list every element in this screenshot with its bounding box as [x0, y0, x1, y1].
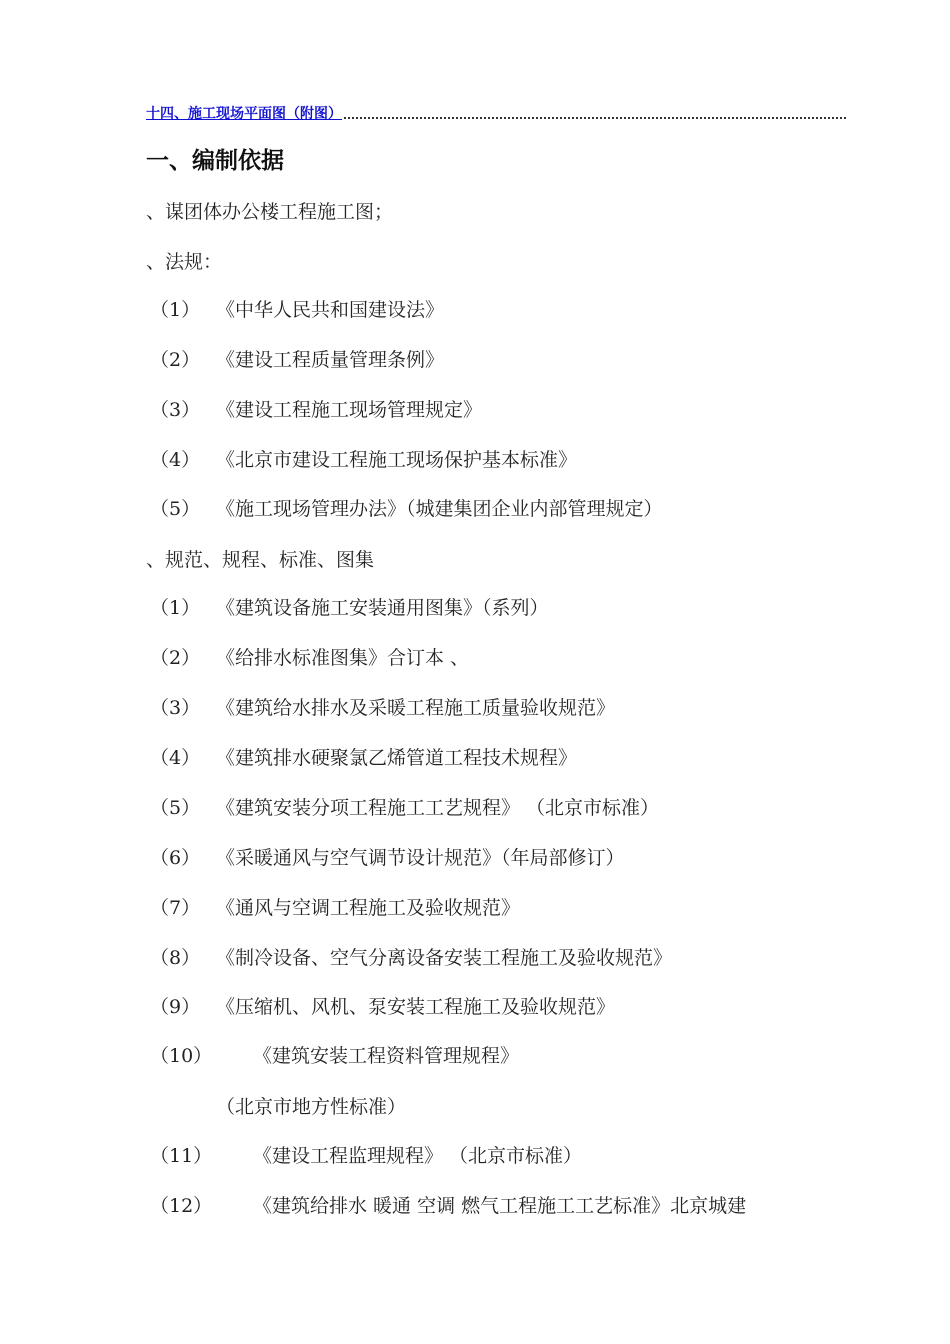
standard-item-number: （10） [150, 1045, 213, 1067]
standard-item-text: 《建设工程监理规程》 （北京市标准） [253, 1145, 583, 1167]
standard-item [150, 646, 469, 670]
basis-item-standards: 、规范、规程、标准、图集 [146, 549, 375, 571]
standard-item-text: 《压缩机、风机、泵安装工程施工及验收规范》 [216, 996, 616, 1018]
law-item-number: （1） [150, 299, 201, 321]
standard-item-text: 《建筑给排水 暖通 空调 燃气工程施工工艺标准》北京城建 [253, 1195, 747, 1217]
standard-item [150, 746, 577, 770]
standard-item-number: （12） [150, 1195, 213, 1217]
standard-item-text: 《给排水标准图集》合订本 、 [216, 647, 470, 669]
standard-item-text: 《制冷设备、空气分离设备安装工程施工及验收规范》 [216, 947, 673, 969]
law-item [150, 448, 577, 472]
law-item-text: 《中华人民共和国建设法》 [216, 299, 445, 321]
standard-item [150, 995, 615, 1019]
law-item [150, 348, 444, 372]
standard-item [150, 696, 615, 720]
law-item-number: （5） [150, 498, 201, 520]
basis-item-drawings: 、谋团体办公楼工程施工图； [146, 201, 394, 223]
standard-item-text: 《建筑给水排水及采暖工程施工质量验收规范》 [216, 697, 616, 719]
standard-item-text: 《建筑安装工程资料管理规程》 [253, 1045, 520, 1067]
standard-item-text: 《通风与空调工程施工及验收规范》 [216, 897, 521, 919]
standard-item [150, 596, 549, 620]
standard-item-number: （1） [150, 597, 201, 619]
standard-item-number: （9） [150, 996, 201, 1018]
law-item-text: 《建设工程质量管理条例》 [216, 349, 445, 371]
standard-item-number: （5） [150, 797, 201, 819]
standard-item-text: 《采暖通风与空气调节设计规范》（年局部修订） [216, 847, 625, 869]
law-item-text: 《北京市建设工程施工现场保护基本标准》 [216, 449, 578, 471]
standard-item-number: （7） [150, 897, 201, 919]
law-item [150, 497, 663, 521]
standard-item-number: （3） [150, 697, 201, 719]
standard-item [150, 1144, 582, 1168]
standard-item [150, 896, 520, 920]
standard-item [150, 846, 625, 870]
toc-link-site-plan[interactable]: 十四、施工现场平面图（附图） [146, 106, 342, 122]
law-item [150, 298, 444, 322]
standard-item-number: （4） [150, 747, 201, 769]
standard-item [150, 1194, 746, 1218]
standard-item-number: （8） [150, 947, 201, 969]
law-item-number: （3） [150, 399, 201, 421]
standard-item [150, 946, 672, 970]
standard-item-text: 《建筑设备施工安装通用图集》（系列） [216, 597, 549, 619]
standard-item-number: （6） [150, 847, 201, 869]
law-item-text: 《施工现场管理办法》（城建集团企业内部管理规定） [216, 498, 663, 520]
standard-item-number: （2） [150, 647, 201, 669]
law-item-number: （4） [150, 449, 201, 471]
law-item [150, 398, 482, 422]
standard-item [150, 1044, 519, 1068]
standard-item-text: 《建筑安装分项工程施工工艺规程》 （北京市标准） [216, 797, 660, 819]
standard-item-text: 《建筑排水硬聚氯乙烯管道工程技术规程》 [216, 747, 578, 769]
toc-dot-leader [344, 116, 846, 119]
basis-item-laws: 、法规： [146, 251, 223, 273]
standard-item-continuation: （北京市地方性标准） [216, 1096, 407, 1118]
standard-item [150, 796, 659, 820]
toc-entry[interactable] [146, 103, 846, 123]
section-heading: 一、编制依据 [146, 148, 284, 174]
standard-item-number: （11） [150, 1145, 213, 1167]
law-item-text: 《建设工程施工现场管理规定》 [216, 399, 483, 421]
law-item-number: （2） [150, 349, 201, 371]
